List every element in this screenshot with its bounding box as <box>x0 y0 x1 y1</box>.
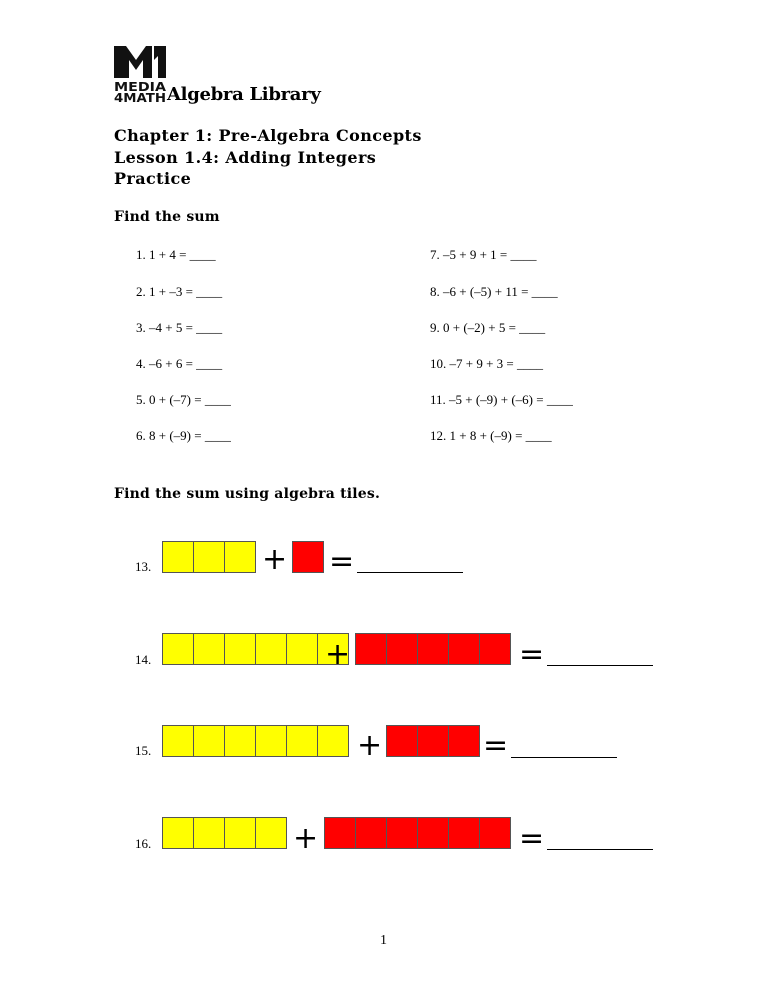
plus-sign: + <box>357 728 383 763</box>
problem-7: 7. –5 + 9 + 1 = ____ <box>430 247 537 262</box>
yellow-unit-tile <box>286 633 318 665</box>
yellow-unit-tile <box>224 725 256 757</box>
red-unit-tile <box>448 817 480 849</box>
yellow-unit-tile <box>255 817 287 849</box>
problem-9: 9. 0 + (–2) + 5 = ____ <box>430 320 546 335</box>
red-unit-tile <box>479 633 511 665</box>
red-unit-tile <box>479 817 511 849</box>
red-unit-tile <box>417 725 449 757</box>
red-unit-tile <box>417 817 449 849</box>
answer-blank <box>547 849 653 850</box>
tile-problem-14-yellow-tiles <box>162 633 348 665</box>
tile-problem-13-number: 13. <box>135 559 152 574</box>
red-unit-tile <box>386 725 418 757</box>
yellow-unit-tile <box>255 633 287 665</box>
svg-text:MEDIA: MEDIA <box>114 80 167 94</box>
yellow-unit-tile <box>193 817 225 849</box>
tile-problem-13-red-tiles <box>292 541 323 573</box>
red-unit-tile <box>324 817 356 849</box>
problem-8: 8. –6 + (–5) + 11 = ____ <box>430 284 558 299</box>
lesson-heading: Lesson 1.4: Adding Integers <box>114 148 377 167</box>
yellow-unit-tile <box>286 725 318 757</box>
red-unit-tile <box>448 725 480 757</box>
plus-sign: + <box>293 821 319 856</box>
tile-problem-14-number: 14. <box>135 652 152 667</box>
yellow-unit-tile <box>255 725 287 757</box>
problem-11: 11. –5 + (–9) + (–6) = ____ <box>430 392 573 407</box>
red-unit-tile <box>355 817 387 849</box>
yellow-unit-tile <box>317 725 349 757</box>
yellow-unit-tile <box>162 725 194 757</box>
media4math-logo <box>112 42 168 104</box>
tile-problem-15-red-tiles <box>386 725 479 757</box>
answer-blank <box>511 757 617 758</box>
find-sum-title: Find the sum <box>114 209 220 225</box>
plus-sign: + <box>262 542 288 577</box>
red-unit-tile <box>386 817 418 849</box>
red-unit-tile <box>355 633 387 665</box>
problem-1: 1. 1 + 4 = ____ <box>136 247 216 262</box>
problem-4: 4. –6 + 6 = ____ <box>136 356 223 371</box>
practice-heading: Practice <box>114 169 192 188</box>
plus-sign: + <box>325 637 351 672</box>
yellow-unit-tile <box>162 817 194 849</box>
page-number: 1 <box>380 933 387 948</box>
red-unit-tile <box>448 633 480 665</box>
problem-2: 2. 1 + –3 = ____ <box>136 284 223 299</box>
problem-10: 10. –7 + 9 + 3 = ____ <box>430 356 543 371</box>
answer-blank <box>357 572 463 573</box>
equals-sign: = <box>519 821 545 856</box>
library-title: Algebra Library <box>167 84 321 105</box>
tile-problem-15-yellow-tiles <box>162 725 348 757</box>
chapter-heading: Chapter 1: Pre-Algebra Concepts <box>114 126 422 145</box>
problem-5: 5. 0 + (–7) = ____ <box>136 392 231 407</box>
red-unit-tile <box>417 633 449 665</box>
tile-problem-16-red-tiles <box>324 817 510 849</box>
equals-sign: = <box>329 544 355 579</box>
svg-text:4MATH: 4MATH <box>114 91 166 104</box>
problem-3: 3. –4 + 5 = ____ <box>136 320 223 335</box>
algebra-tiles-title: Find the sum using algebra tiles. <box>114 486 381 502</box>
tile-problem-16-number: 16. <box>135 836 152 851</box>
yellow-unit-tile <box>224 633 256 665</box>
problem-6: 6. 8 + (–9) = ____ <box>136 428 231 443</box>
tile-problem-13-yellow-tiles <box>162 541 255 573</box>
yellow-unit-tile <box>193 541 225 573</box>
yellow-unit-tile <box>193 633 225 665</box>
yellow-unit-tile <box>162 633 194 665</box>
red-unit-tile <box>292 541 324 573</box>
red-unit-tile <box>386 633 418 665</box>
yellow-unit-tile <box>224 817 256 849</box>
problem-12: 12. 1 + 8 + (–9) = ____ <box>430 428 552 443</box>
yellow-unit-tile <box>193 725 225 757</box>
tile-problem-16-yellow-tiles <box>162 817 286 849</box>
tile-problem-14-red-tiles <box>355 633 510 665</box>
yellow-unit-tile <box>162 541 194 573</box>
equals-sign: = <box>483 728 509 763</box>
equals-sign: = <box>519 637 545 672</box>
yellow-unit-tile <box>224 541 256 573</box>
answer-blank <box>547 665 653 666</box>
tile-problem-15-number: 15. <box>135 743 152 758</box>
